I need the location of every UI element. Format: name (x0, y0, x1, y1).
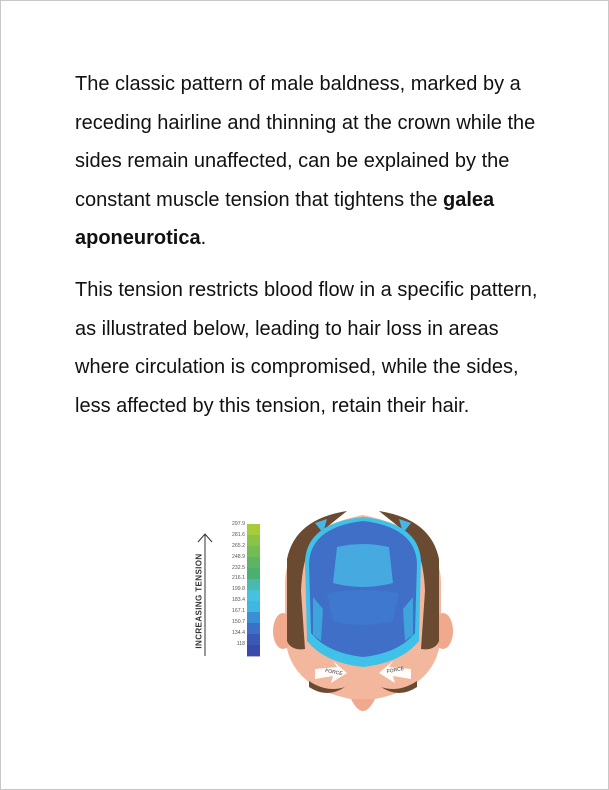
scale-value: 232.5 (232, 564, 245, 571)
force-label-left: FORCE (324, 668, 343, 678)
scale-segment (247, 601, 260, 612)
scale-segment (247, 645, 260, 656)
tension-color-scale (247, 524, 260, 656)
tension-scale-values (223, 519, 245, 661)
intro-text: The classic pattern of male baldness, marked by a receding hairline and thinning at the crown while the sides remain unaffected, can be explained by the constant muscle tension that tightens the (75, 73, 536, 211)
scale-value: 265.2 (232, 542, 245, 549)
scale-segment (247, 524, 260, 535)
intro-period: . (200, 227, 207, 250)
scale-segment (247, 623, 260, 634)
increasing-tension-label: INCREASING TENSION (194, 553, 204, 649)
scale-segment (247, 579, 260, 590)
scale-value: 281.6 (232, 531, 245, 538)
scale-segment (247, 557, 260, 568)
scale-segment (247, 612, 260, 623)
scale-value: 150.7 (232, 619, 245, 626)
head-illustration (273, 511, 453, 711)
paragraph-intro (75, 65, 555, 258)
scale-value: 134.4 (232, 629, 245, 636)
scale-segment (247, 546, 260, 557)
scale-segment (247, 590, 260, 601)
scale-value: 216.1 (232, 575, 245, 582)
scale-value: 183.4 (232, 597, 245, 604)
scale-value: 118 (236, 640, 245, 647)
scale-value: 248.9 (232, 553, 245, 560)
galea-aponeurotica-term: galea aponeurotica (75, 188, 495, 250)
scale-segment (247, 634, 260, 645)
scale-segment (247, 568, 260, 579)
scale-value: 167.1 (232, 608, 245, 615)
force-label-right: FORCE (386, 666, 405, 675)
scale-value: 297.9 (232, 521, 245, 527)
scale-segment (247, 535, 260, 546)
scale-value: 199.8 (232, 586, 245, 593)
body-text (75, 65, 555, 425)
paragraph-blood-flow: This tension restricts blood flow in a specific pattern, as illustrated below, leading to hair loss in areas where circulation is compromised, while the sides, less affected by this tension, retain their hair. (75, 278, 538, 417)
